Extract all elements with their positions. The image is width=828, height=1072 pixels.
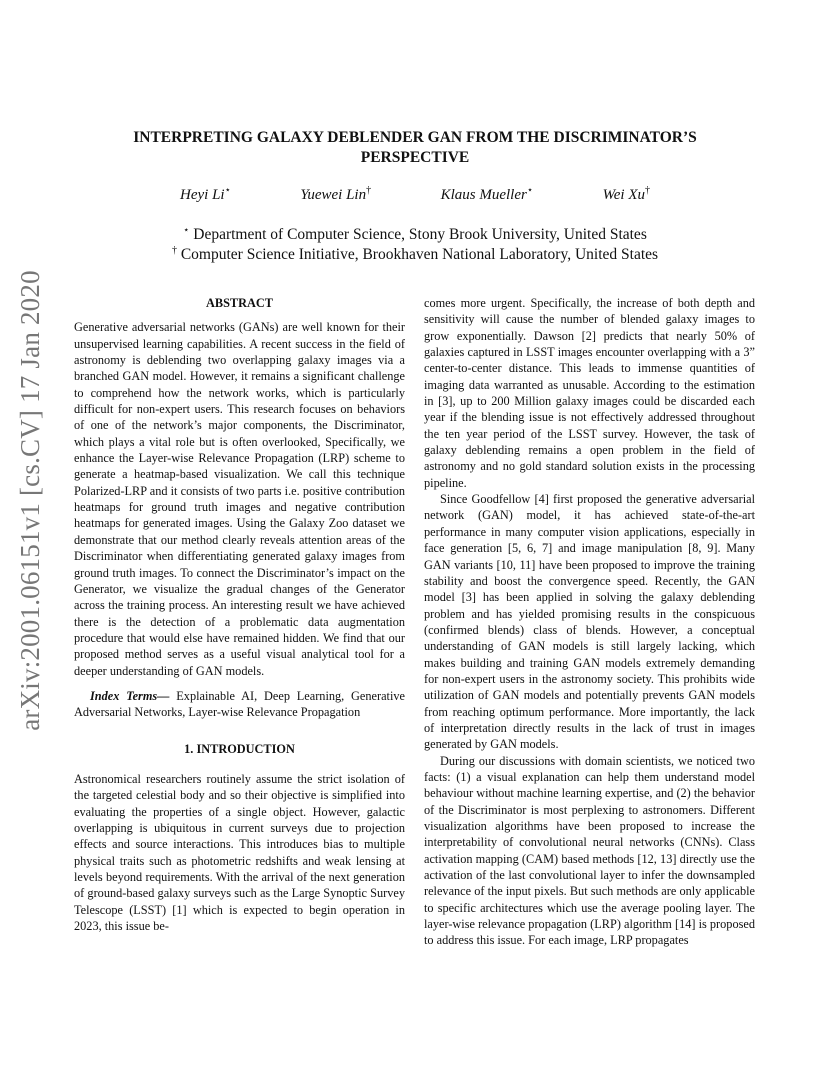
author: Yuewei Lin†: [300, 185, 372, 203]
introduction-heading: 1. INTRODUCTION: [184, 741, 295, 756]
affiliation: ⋆ Department of Computer Science, Stony Brook University, United States: [183, 225, 647, 244]
author-list: [180, 185, 650, 204]
right-column: [424, 295, 755, 949]
author: Wei Xu†: [602, 185, 650, 203]
intro-paragraph-1-part-1: Astronomical researchers routinely assume the strict isolation of the targeted celestial body and so their objective is simplified into evaluating the properties of a single object. However, galactic overlapping is ubiquitous in current surveys due to projection effects and source interactions. This introduces bias to multiple physical traits such as photometric redshifts and weak lensing at levels beyond requirements. With the arrival of the next generation of ground-based galaxy surveys such as the Large Synoptic Survey Telescope (LSST) [1] which is expected to begin operation in 2023, this issue be-: [74, 771, 405, 934]
abstract-text: Generative adversarial networks (GANs) are well known for their unsupervised learning capabilities. A recent success in the field of astronomy is deblending two overlapping galaxy images via a branched GAN model. However, it remains a significant challenge to comprehend how the network works, which is particularly difficult for non-expert users. This research focuses on behaviors of one of the network’s major components, the Discriminator, which plays a vital role but is often overlooked, Specifically, we enhance the Layer-wise Relevance Propagation (LRP) scheme to generate a heatmap-based visualization. We call this technique Polarized-LRP and it consists of two parts i.e. positive contribution heatmaps for ground truth images and negative contribution heatmaps for generated images. Using the Galaxy Zoo dataset we demonstrate that our method clearly reveals attention areas of the Discriminator when differentiating generated galaxy images from ground truth images. To connect the Discriminator’s impact on the Generator, we visualize the gradual changes of the Generator across the training process. An interesting result we have achieved there is the detection of a problematic data augmentation procedure that would else have remained hidden. We find that our proposed method serves as a useful visual analytical tool for a deeper understanding of GAN models.: [74, 320, 405, 678]
arxiv-identifier: arXiv:2001.06151v1 [cs.CV] 17 Jan 2020: [14, 269, 45, 731]
author: Klaus Mueller⋆: [440, 185, 534, 203]
arxiv-sidebar-stamp: [10, 269, 50, 731]
intro-paragraph-1-part-2: comes more urgent. Specifically, the increase of both depth and sensitivity will cause the number of blended galaxy images to grow exponentially. Dawson [2] predicts that nearly 50% of galaxies captured in LSST images encounter overlapping with a 3” center-to-center distance. This leads to immense quantities of imaging data warranted as unusable. According to the estimation in [3], up to 200 Million galaxy images could be discarded each year if the blending issue is not effectively addressed throughout the ten year period of the LSST survey. However, the task of galaxy deblending remains a open problem in the field of astronomy and no gold standard solution exists in the processing pipeline.: [424, 296, 755, 490]
left-column: [74, 295, 405, 934]
affiliation: † Computer Science Initiative, Brookhaven National Laboratory, United States: [171, 245, 659, 264]
abstract-heading: ABSTRACT: [206, 296, 273, 310]
author: Heyi Li⋆: [180, 185, 231, 203]
intro-paragraph-2: Since Goodfellow [4] first proposed the generative adversarial network (GAN) model, it has achieved state-of-the-art performance in many computer vision applications, especially in face generation [5, 6, 7] and image manipulation [8, 9]. Many GAN variants [10, 11] have been proposed to improve the training stability and boost the convergence speed. Recently, the GAN model [3] has been applied in solving the galaxy deblending problem and has yielded promising results in the conspicuous (confirmed blends) class of blends. However, a conceptual understanding of GAN models is still largely lacking, which makes building and training GAN models extremely demanding for non-expert users in the astronomy society. This prohibits wide utilization of GAN models and potentially prevents GAN models from reaching optimum performance. More importantly, the lack of interpretation directly results in the lack of trust in images generated by GAN models.: [424, 492, 755, 752]
intro-paragraph-3: During our discussions with domain scientists, we noticed two facts: (1) a visual explanation can help them understand model behaviour without machine learning expertise, and (2) the behavior of the Discriminator is most perplexing to astronomers. Different visualization algorithms have been proposed to increase the interpretability of convolutional neural networks (CNNs). Class activation mapping (CAM) based methods [12, 13] directly use the activation of the last convolutional layer to infer the downsampled relevance of the input pixels. But such methods are only applicable to specific architectures which use the average pooling layer. The layer-wise relevance propagation (LRP) algorithm [14] is proposed to address this issue. For each image, LRP propagates: [424, 753, 755, 948]
paper-title: INTERPRETING GALAXY DEBLENDER GAN FROM THE DISCRIMINATOR’S PERSPECTIVE: [133, 129, 697, 166]
index-terms: Index Terms— Explainable AI, Deep Learning, Generative Adversarial Networks, Layer-wise Relevance Propagation: [74, 688, 405, 720]
